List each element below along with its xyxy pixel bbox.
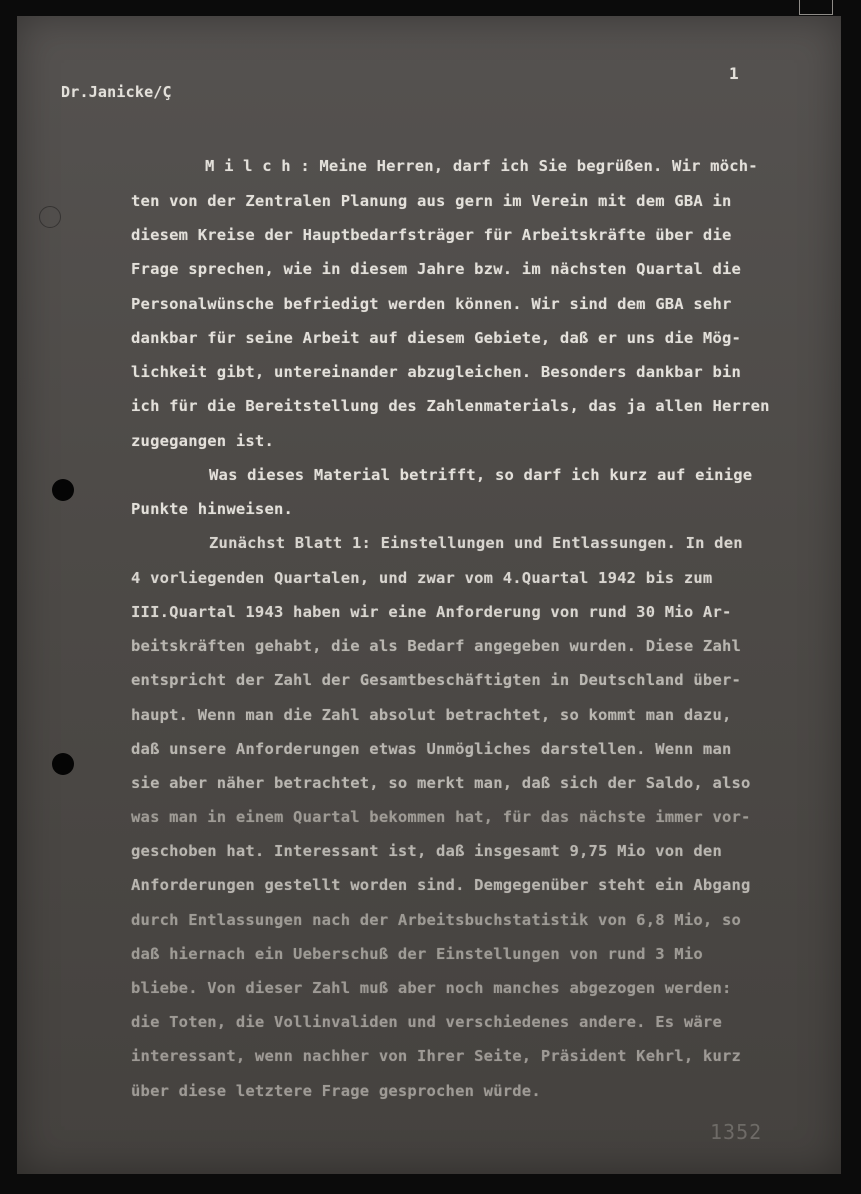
text-line: sie aber näher betrachtet, so merkt man, daß sich der Saldo, also <box>131 774 751 792</box>
page-number: 1 <box>729 64 739 83</box>
text-line: Zunächst Blatt 1: Einstellungen und Entlassungen. In den <box>209 534 743 552</box>
text-line: zugegangen ist. <box>131 432 274 450</box>
punch-hole-lower <box>52 753 74 775</box>
text-line: diesem Kreise der Hauptbedarfsträger für Arbeitskräfte über die <box>131 226 732 244</box>
text-line: ich für die Bereitstellung des Zahlenmaterials, das ja allen Herren <box>131 397 770 415</box>
text-line: lichkeit gibt, untereinander abzugleichen. Besonders dankbar bin <box>131 363 742 381</box>
text-line: durch Entlassungen nach der Arbeitsbuchstatistik von 6,8 Mio, so <box>131 911 742 929</box>
archive-number: 1352 <box>710 1120 763 1144</box>
text-line: daß unsere Anforderungen etwas Unmögliches darstellen. Wenn man <box>131 740 732 758</box>
text-line: Was dieses Material betrifft, so darf ich kurz auf einige <box>209 466 753 484</box>
document-page <box>17 16 841 1174</box>
text-line: beitskräften gehabt, die als Bedarf angegeben wurden. Diese Zahl <box>131 637 742 655</box>
author-initials: Dr.Janicke/Ç <box>61 83 172 101</box>
text-line: die Toten, die Vollinvaliden und verschiedenes andere. Es wäre <box>131 1013 722 1031</box>
text-line: M i l c h : Meine Herren, darf ich Sie begrüßen. Wir möch- <box>205 157 758 175</box>
text-line: Punkte hinweisen. <box>131 500 294 518</box>
text-line: Anforderungen gestellt worden sind. Demgegenüber steht ein Abgang <box>131 876 751 894</box>
text-line: was man in einem Quartal bekommen hat, für das nächste immer vor- <box>131 808 751 826</box>
text-line: über diese letztere Frage gesprochen würde. <box>131 1082 541 1100</box>
text-line: bliebe. Von dieser Zahl muß aber noch manches abgezogen werden: <box>131 979 732 997</box>
text-line: III.Quartal 1943 haben wir eine Anforderung von rund 30 Mio Ar- <box>131 603 732 621</box>
text-line: geschoben hat. Interessant ist, daß insgesamt 9,75 Mio von den <box>131 842 722 860</box>
text-line: 4 vorliegenden Quartalen, und zwar vom 4.Quartal 1942 bis zum <box>131 569 713 587</box>
text-line: interessant, wenn nachher von Ihrer Seite, Präsident Kehrl, kurz <box>131 1047 742 1065</box>
text-line: haupt. Wenn man die Zahl absolut betrachtet, so kommt man dazu, <box>131 706 732 724</box>
text-line: daß hiernach ein Ueberschuß der Einstellungen von rund 3 Mio <box>131 945 703 963</box>
text-line: ten von der Zentralen Planung aus gern im Verein mit dem GBA in <box>131 192 732 210</box>
text-line: dankbar für seine Arbeit auf diesem Gebiete, daß er uns die Mög- <box>131 329 742 347</box>
punch-hole-upper <box>52 479 74 501</box>
text-line: Personalwünsche befriedigt werden können. Wir sind dem GBA sehr <box>131 295 732 313</box>
text-line: entspricht der Zahl der Gesamtbeschäftigten in Deutschland über- <box>131 671 742 689</box>
text-line: Frage sprechen, wie in diesem Jahre bzw. im nächsten Quartal die <box>131 260 742 278</box>
punch-hole-faint-top <box>39 206 61 228</box>
scan-corner-mark <box>799 0 833 15</box>
